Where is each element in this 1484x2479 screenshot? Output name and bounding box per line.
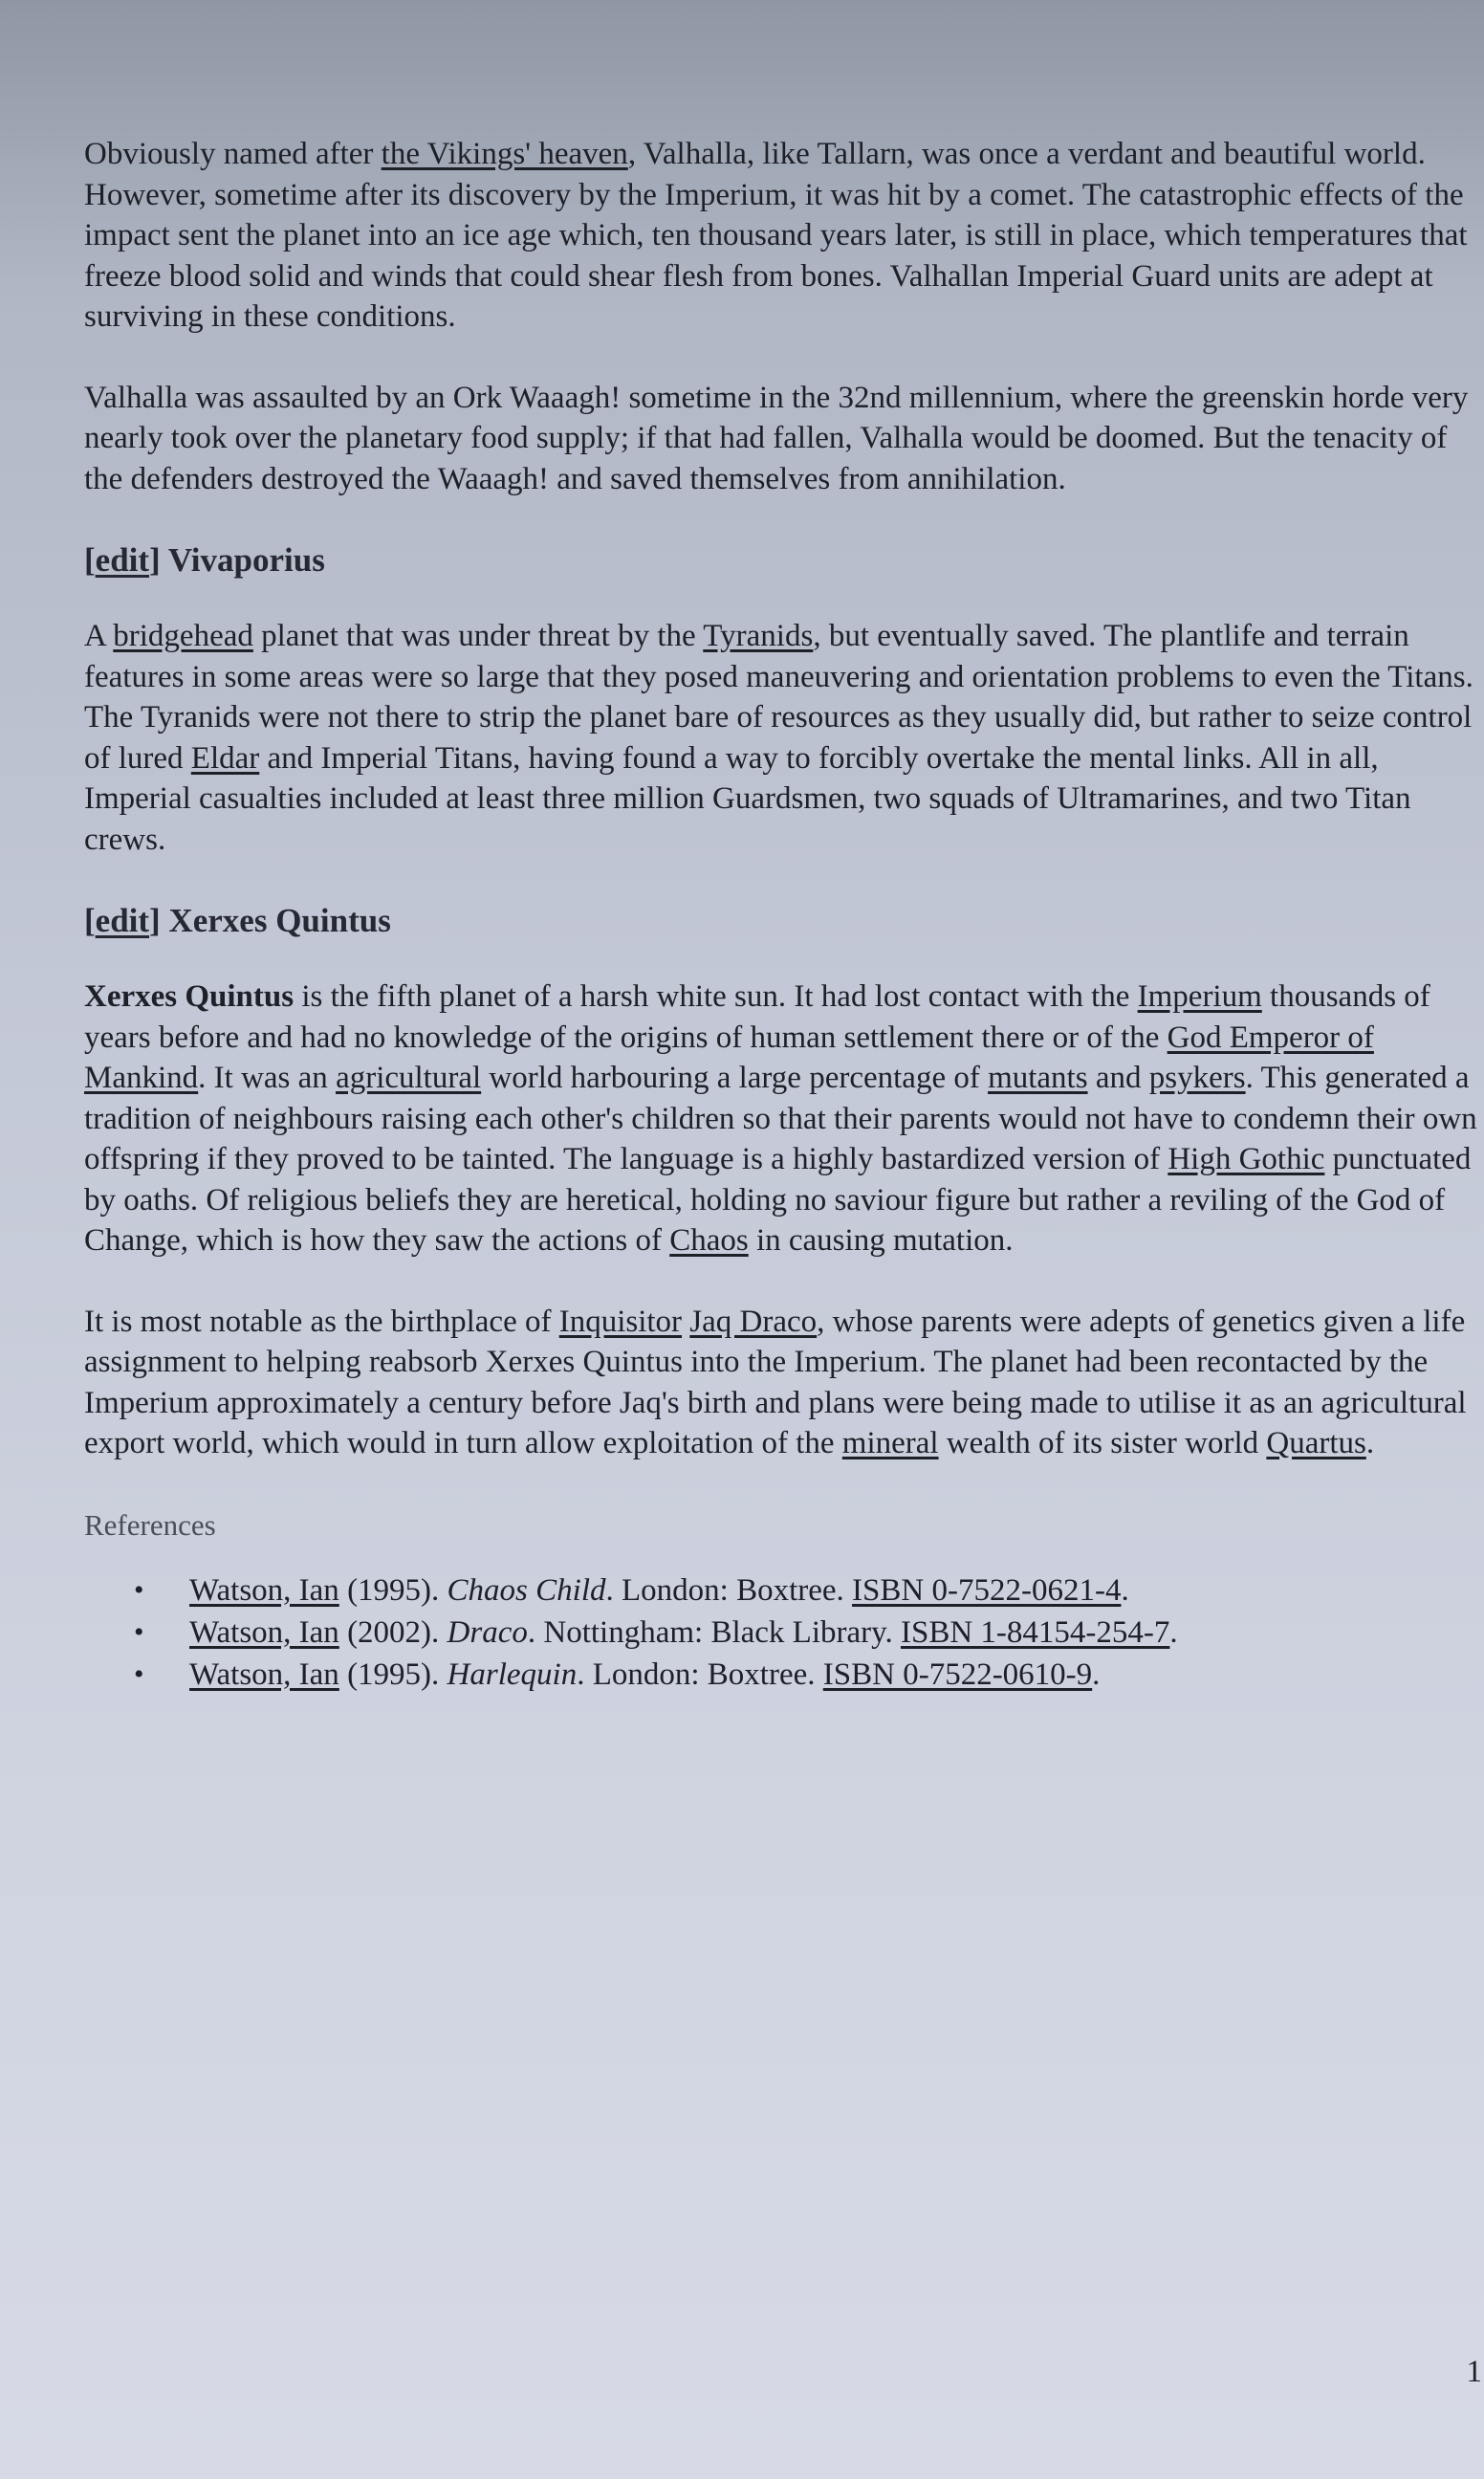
section-title: Xerxes Quintus — [160, 902, 391, 939]
text: . — [1169, 1614, 1178, 1650]
link-isbn[interactable]: ISBN 1-84154-254-7 — [900, 1614, 1170, 1650]
text: , Valhalla, like Tallarn, was once a verdant and beautiful world. However, sometime after its discovery by the Imperium, it was hit by a comet. The catastrophic effects of the impact sent the planet into an ice age which, ten thousand years later, is still in place, which temperatures that freeze blood solid and winds that could shear flesh from bones. Valhallan Imperial Guard units are adept at surviving in these conditions. — [84, 137, 1468, 334]
link-author[interactable]: Watson, Ian — [189, 1572, 339, 1608]
text: . This generated a tradition of neighbours raising each other's children so that their parents would not have to condemn their own offspring if they proved to be tainted. The language is a highly bastardized version of — [84, 1061, 1477, 1176]
section-title: Vivaporius — [160, 541, 325, 579]
text: in causing mutation. — [748, 1223, 1014, 1258]
link-isbn[interactable]: ISBN 0-7522-0621-4 — [852, 1572, 1122, 1608]
text: . It was an — [198, 1061, 337, 1095]
edit-link-vivaporius[interactable]: edit — [95, 541, 150, 579]
bullet-icon: • — [134, 1615, 144, 1648]
text: . — [1365, 1426, 1375, 1460]
text: . London: Boxtree. — [605, 1572, 853, 1608]
text: . Nottingham: Black Library. — [527, 1614, 901, 1650]
reference-item — [84, 1569, 1484, 1612]
link-author[interactable]: Watson, Ian — [189, 1614, 339, 1650]
text: . London: Boxtree. — [577, 1656, 823, 1692]
book-title: Harlequin — [447, 1656, 578, 1692]
text: . — [1092, 1656, 1101, 1692]
paragraph-vivaporius — [84, 616, 1480, 860]
edit-link-xerxes-quintus[interactable]: edit — [95, 902, 150, 939]
paragraph-xerxes-quintus — [84, 976, 1480, 1261]
text: world harbouring a large percentage of — [481, 1061, 989, 1095]
references-title: References — [84, 1507, 216, 1542]
link-quartus[interactable]: Quartus — [1266, 1426, 1366, 1460]
paragraph-valhalla-ork — [84, 378, 1480, 500]
book-title: Draco — [447, 1614, 528, 1650]
link-tyranids[interactable]: Tyranids — [703, 619, 814, 653]
text: A — [84, 619, 114, 653]
text: wealth of its sister world — [938, 1426, 1267, 1460]
section-heading-vivaporius — [84, 539, 1484, 581]
link-inquisitor[interactable]: Inquisitor — [558, 1304, 683, 1339]
page-number: 1 — [1466, 2355, 1482, 2389]
bullet-icon: • — [134, 1657, 144, 1690]
bracket: ] — [149, 902, 161, 939]
link-bridgehead[interactable]: bridgehead — [113, 619, 253, 653]
text: and Imperial Titans, having found a way to forcibly overtake the mental links. All in all, Imperial casualties included at least three million Guardsmen, two squads of Ultramarines, and two Titan crews. — [84, 740, 1411, 857]
bracket: [ — [84, 541, 96, 579]
book-title: Chaos Child — [447, 1572, 606, 1608]
bracket: ] — [149, 541, 161, 579]
text: Valhalla was assaulted by an Ork Waaagh! sometime in the 32nd millennium, where the greenskin horde very nearly took over the planetary food supply; if that had fallen, Valhalla would be doomed. But the tenacity of the defenders destroyed the Waaagh! and saved themselves from annihilation. — [84, 380, 1469, 496]
reference-item — [84, 1612, 1484, 1654]
references-list — [84, 1569, 1484, 1696]
text: thousands of years before and had no knowledge of the origins of human settlement there or of the — [84, 979, 1430, 1055]
link-agricultural[interactable]: agricultural — [336, 1061, 482, 1095]
link-mutants[interactable]: mutants — [988, 1061, 1088, 1095]
text: (2002). — [338, 1614, 447, 1650]
text: and — [1087, 1061, 1149, 1095]
link-chaos[interactable]: Chaos — [669, 1223, 749, 1258]
bold-term: Xerxes Quintus — [84, 979, 295, 1014]
link-vikings-heaven[interactable]: the Vikings' heaven — [381, 137, 628, 171]
link-mineral[interactable]: mineral — [841, 1426, 939, 1460]
link-eldar[interactable]: Eldar — [190, 740, 260, 776]
link-psykers[interactable]: psykers — [1148, 1061, 1246, 1095]
section-heading-xerxes-quintus — [84, 900, 1484, 942]
link-god-emperor[interactable]: God Emperor of Mankind — [84, 1020, 1374, 1095]
text: Obviously named after — [84, 137, 382, 171]
text: (1995). — [338, 1572, 447, 1608]
text: It is most notable as the birthplace of — [84, 1304, 559, 1339]
text: . — [1121, 1572, 1129, 1608]
link-imperium[interactable]: Imperium — [1137, 979, 1262, 1014]
text: , whose parents were adepts of genetics given a life assignment to helping reabsorb Xerxes Quintus into the Imperium. The planet had been recontacted by the Imperium approximately a century before Jaq's birth and plans were being made to utilise it as an agricultural export world, which would in turn allow exploitation of the — [84, 1304, 1467, 1460]
paragraph-jaq-draco — [84, 1302, 1480, 1464]
bracket: [ — [84, 902, 96, 939]
reference-item — [84, 1654, 1484, 1696]
text: punctuated by oaths. Of religious beliefs they are heretical, holding no saviour figure but rather a reviling of the God of Change, which is how they saw the actions of — [84, 1142, 1472, 1258]
link-author[interactable]: Watson, Ian — [189, 1656, 339, 1692]
link-isbn[interactable]: ISBN 0-7522-0610-9 — [822, 1656, 1093, 1692]
link-jaq-draco[interactable]: Jaq Draco — [689, 1304, 818, 1339]
bullet-icon: • — [134, 1573, 144, 1606]
text: , but eventually saved. The plantlife and terrain features in some areas were so large that they posed maneuvering and orientation problems to even the Titans. The Tyranids were not there to strip the planet bare of resources as they usually did, but rather to seize control of lured — [84, 619, 1473, 776]
text: (1995). — [338, 1656, 447, 1692]
text: is the fifth planet of a harsh white sun. It had lost contact with the — [294, 979, 1138, 1014]
paragraph-valhalla-intro — [84, 134, 1480, 338]
link-high-gothic[interactable]: High Gothic — [1168, 1142, 1325, 1176]
text: planet that was under threat by the — [252, 619, 704, 653]
